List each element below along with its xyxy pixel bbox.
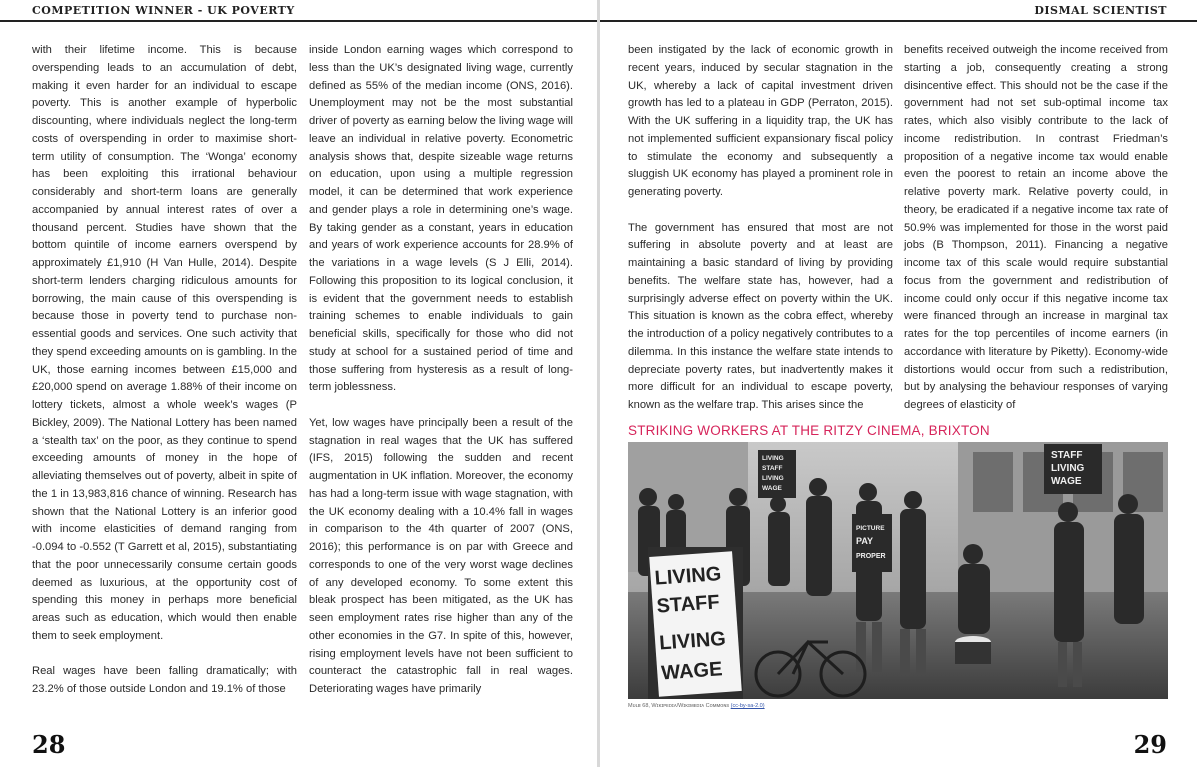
right-page [600,0,1197,767]
left-header-rule [0,20,597,22]
pay-placard-line-2: PAY [856,536,874,546]
photo-licence-link[interactable]: (cc-by-sa-2.0) [730,703,765,709]
right-running-header: DISMAL SCIENTIST [1034,4,1167,17]
right-header-rule [600,20,1197,22]
col2-paragraph-2: Yet, low wages have principally been a result of the stagnation in real wages that the UK has suffered (IFS, 2015) following the sudden and recent augmentation in UK inflation. Moreover, the economy has had a long-term issue with wage stagnation, with the UK economy dealing with a 10.4% fall in wages in comparison to the 4th quarter of 2007 (ONS, 2016); this performance is on par with Greece and corresponds to one of the very worst wage declines of any developed economy. To some extent this bleak prospect has been mitigated, as the UK has seen employment rates rise higher than any of the other economies in the G7. In spite of this, however, rising employment levels have not been sufficient to counteract the catastrophic fall in real wages. Deteriorating wages have primarily [309,416,573,695]
small-placard-pay [852,514,892,572]
protest-photo [628,442,1168,699]
right-placard [1044,444,1102,494]
left-page [0,0,597,767]
col1-paragraph-2: Real wages have been falling dramatically; with 23.2% of those outside London and 19.1% of those [32,665,297,695]
main-placard-line-1: LIVING [653,563,723,590]
left-page-number: 28 [32,730,66,759]
small-placard-line-2: STAFF [762,465,783,472]
small-placard-line-1: LIVING [762,455,784,462]
col3-paragraph-1: been instigated by the lack of economic growth in recent years, induced by secular stagnation in the UK, whereby a lack of capital investment driven growth has led to a plateau in GDP (Perraton, 2015). With the UK suffering in a liquidity trap, the UK has not implemented sufficient expansionary fiscal policy to stimulate the economy and subsequently a sluggish UK economy has played a prominent role in generating poverty. [628,44,893,198]
main-placard-line-4: WAGE [660,658,724,685]
small-placard-living [758,450,796,498]
col1-paragraph-1: with their lifetime income. This is because overspending leads to an accumulation of debt, making it even harder for an individual to escape poverty. This is another example of hyperbolic discounting, where individuals neglect the long-term costs of overspending in order to maximise short-term utility of consumption. The ‘Wonga’ economy has been exploiting this irrational behaviour considerably and short-term loans are generally accompanied by annual interest rates of over a thousand percent. Studies have shown that the bottom quintile of income earners overspend by approximately £1,910 (H Van Hulle, 2014). Despite short-term lenders charging ridiculous amounts for borrowing, the main cause of this overspending is because those in poverty tend to purchase non-essential goods and services. One such activity that they spend exceeding amounts on is gambling. In the UK, those earning incomes between £15,000 and £20,000 spend on average 1.88% of their income on lottery tickets, almost a whole week’s wages (P Bickley, 2009). The National Lottery has been named a ‘stealth tax’ on the poor, as they continue to spend exceeding amounts of money in the hope of alleviating themselves out of poverty, albeit in spite of the 1 in 13,983,816 chance of winning. Research has shown that the National Lottery is an inferior good with income elasticities of demand ranging from -0.094 to -0.552 (T Garrett et al, 2015), substantiating that the poor unnecessarily consume certain goods deemed as luxurious, at the opportunity cost of spending this money in perhaps more beneficial areas such as education, which would then enable them to seek employment. [32,44,297,642]
column-4 [904,42,1168,415]
column-3 [628,42,893,415]
main-placard-line-3: LIVING [658,627,727,655]
photo-credit-text: Mᴜʟʙ 68, Wɪᴋɪᴘᴇᴅɪᴀ/Wɪᴋɪᴍᴇᴅɪᴀ Cᴏᴍᴍᴏɴs [628,703,730,709]
right-placard-line-1: STAFF [1051,450,1083,461]
col3-paragraph-2: The government has ensured that most are not suffering in absolute poverty and at least are maintaining a basic standard of living by providing benefits. The welfare state has, however, had a surprisingly adverse effect on poverty within the UK. This situation is known as the cobra effect, whereby the introduction of a policy negatively contributes to a dilemma. In this instance the welfare state intends to depreciate poverty rates, but inadvertently makes it more difficult for an individual to escape poverty, known as the welfare trap. This arises since the [628,221,893,411]
right-placard-line-2: LIVING [1051,463,1085,474]
right-placard-line-3: WAGE [1051,476,1082,487]
col4-paragraph-1: benefits received outweigh the income received from starting a job, consequently creating a strong disincentive effect. This should not be the case if the government had not set sub-optimal income tax rates, which also visibly contribute to the lack of income redistribution. In contrast Friedman’s proposition of a negative income tax would enable even the poorest to retain an income above the relative poverty mark. Relative poverty could, in theory, be eradicated if a negative income tax rate of 50.9% was implemented for those in the worst paid jobs (B Thompson, 2011). Financing a negative income tax of this scale would require substantial focus from the government and redistribution of income could only occur if this negative income tax were financed through an increase in marginal tax rates for the top percentiles of income earners (in accordance with literature by Piketty). Economy-wide distortions would occur from such a redistribution, but by analysing the behaviour responses of varying degrees of elasticity of [904,44,1168,411]
right-page-number: 29 [1133,730,1167,759]
figure-caption: STRIKING WORKERS AT THE RITZY CINEMA, BRIXTON [628,423,990,438]
main-placard-line-2: STAFF [655,591,721,618]
column-1 [32,42,297,699]
small-placard-line-3: LIVING [762,475,784,482]
col2-paragraph-1: inside London earning wages which correspond to less than the UK’s designated living wage, currently defined as 55% of the median income (ONS, 2016). Unemployment may not be the most substantial driver of poverty as earning below the living wage will leave an individual in relative poverty. Econometric analysis shows that, despite sizeable wage returns on education, upon using a multiple regression model, it can be determined that work experience and gender plays a role in determining one’s wage. By taking gender as a constant, years in education and years of work experience accounts for 28.9% of the variations in a wage levels (S J Elli, 2014). Following this proposition to its logical conclusion, it is evident that the government needs to establish training schemes to enable individuals to gain beneficial skills, specifically for those who did not study at school for a sustained period of time and those suffering from hysteresis as a result of long-term joblessness. [309,44,573,394]
main-placard [648,547,743,699]
left-running-header: COMPETITION WINNER - UK POVERTY [32,4,295,17]
pay-placard-line-3: PROPER [856,553,886,560]
pay-placard-line-1: PICTURE [856,525,885,532]
photo-credit [628,703,765,709]
small-placard-line-4: WAGE [762,485,782,492]
column-2 [309,42,573,699]
protest-photo-illustration [628,442,1168,699]
